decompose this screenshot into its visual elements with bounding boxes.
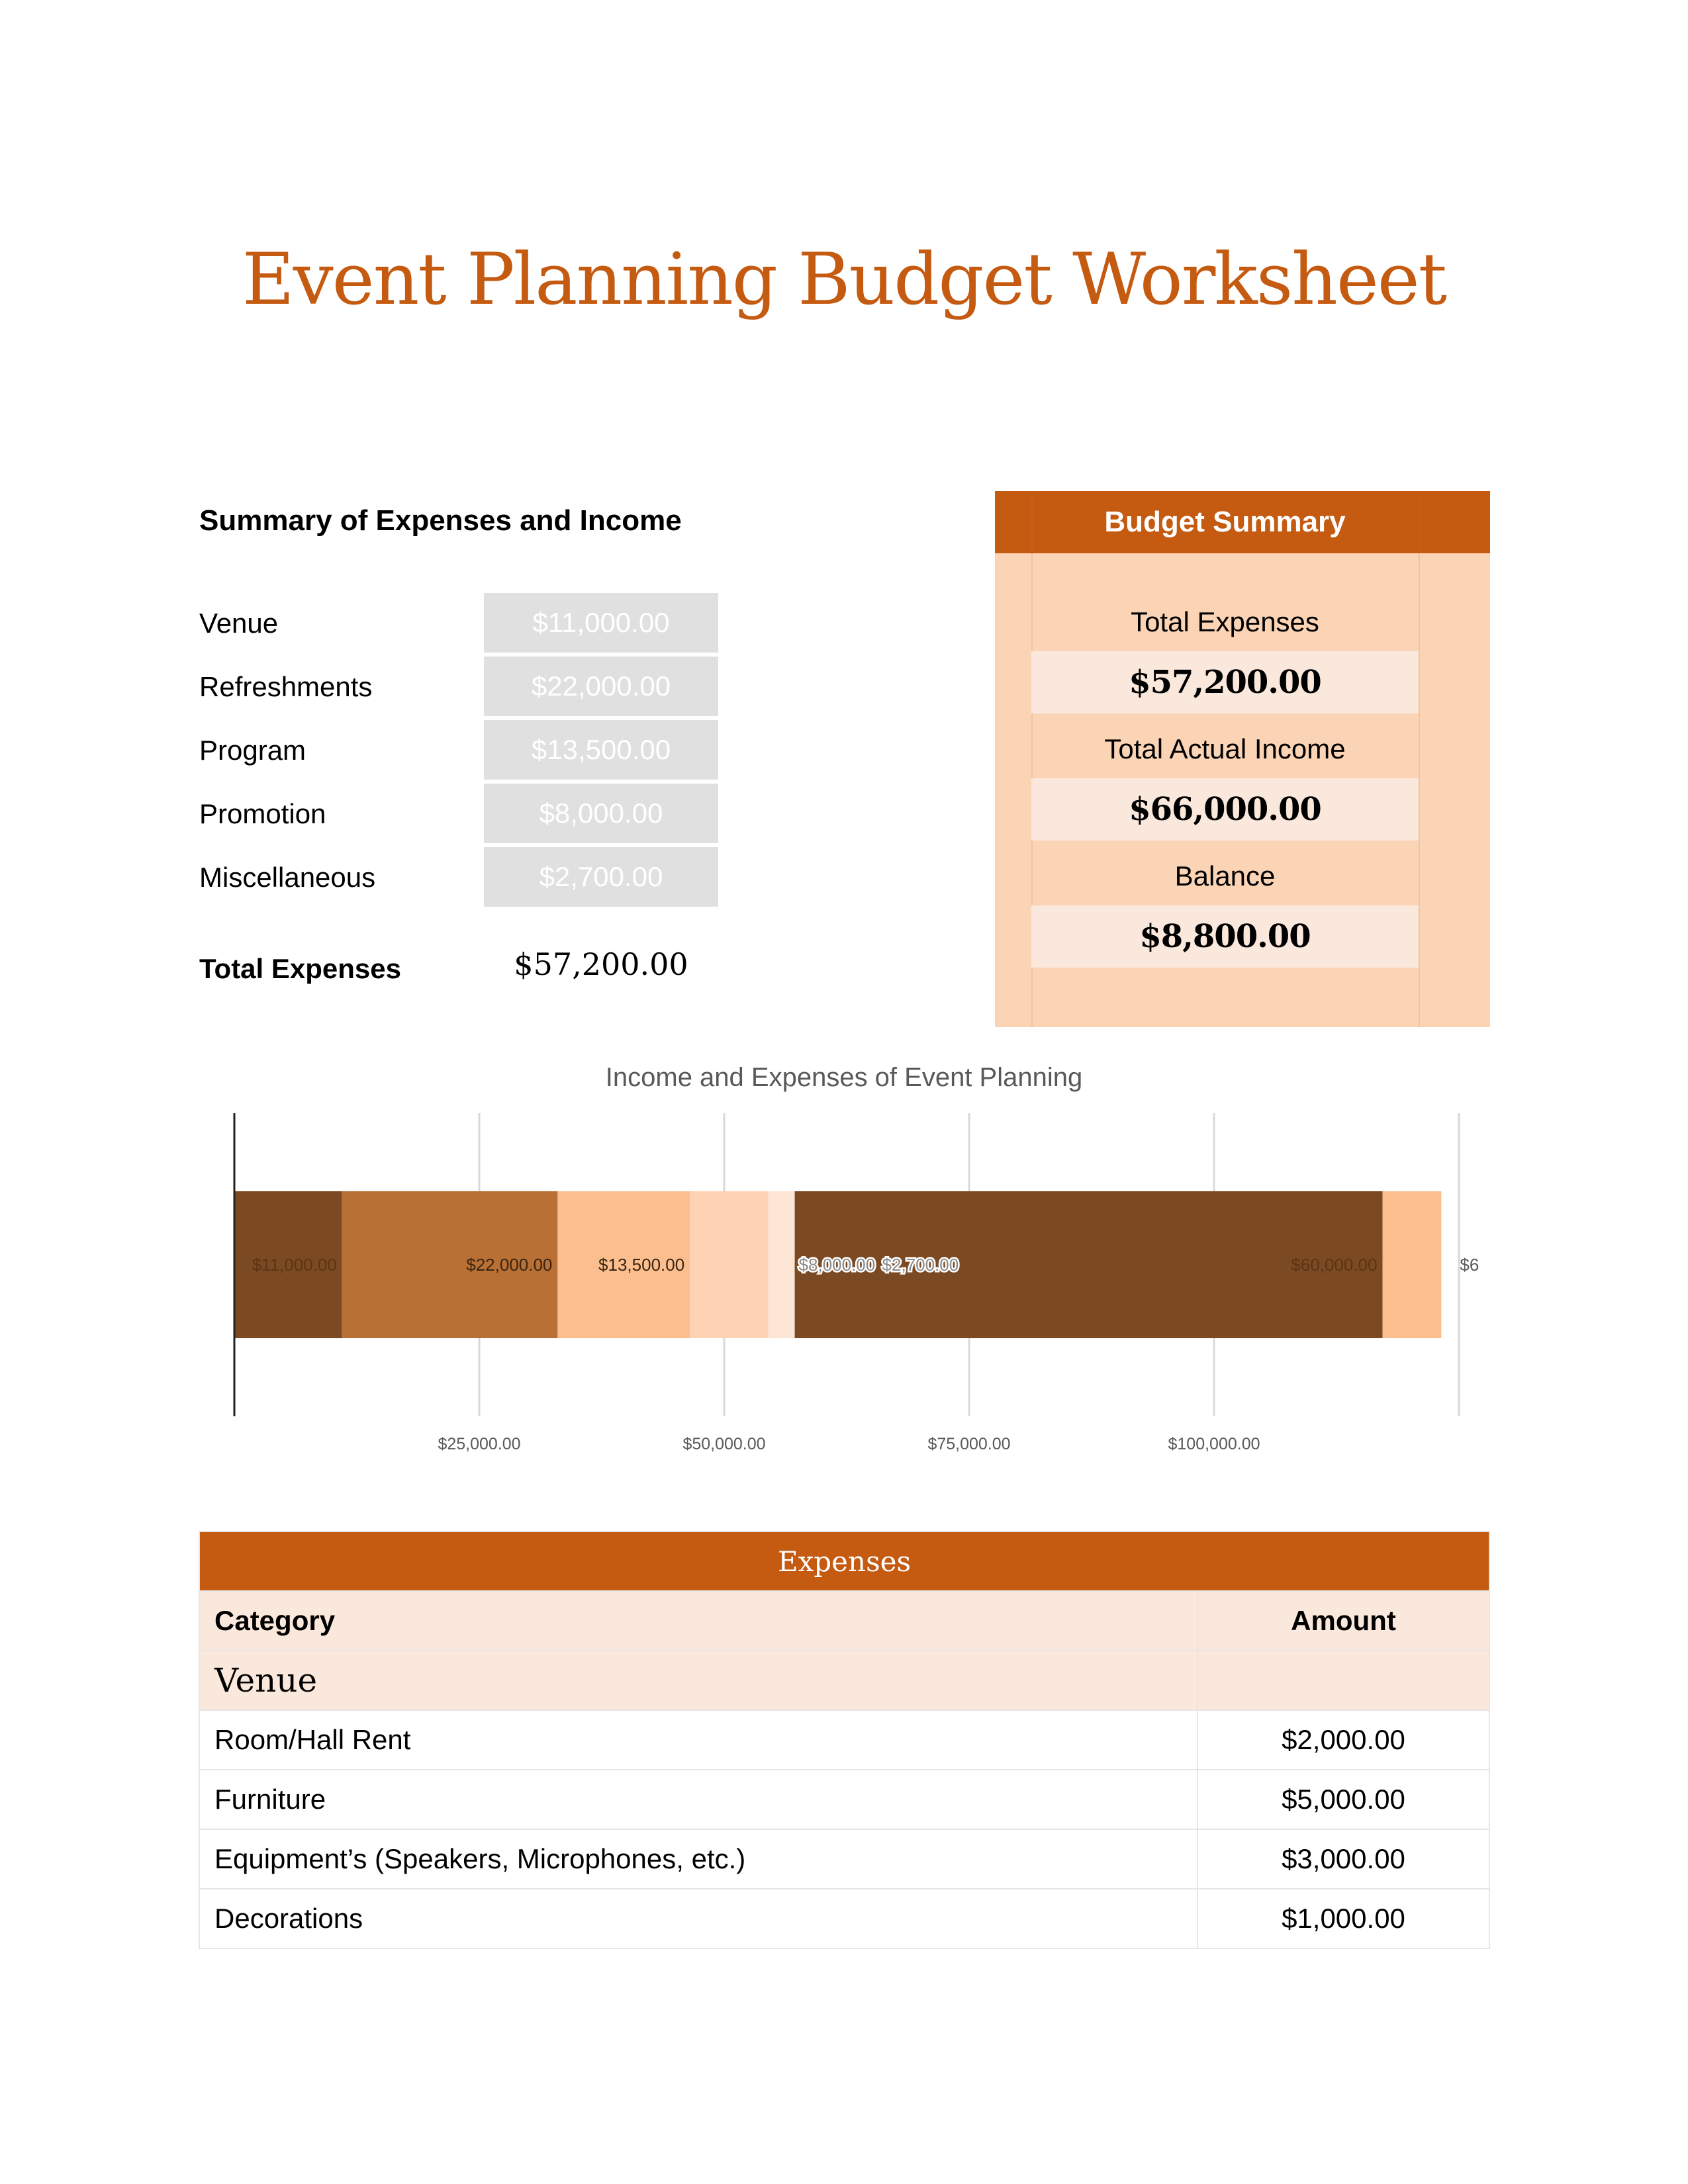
summary-label-venue: Venue xyxy=(199,608,279,639)
total-expenses-value[interactable]: $57,200.00 xyxy=(1031,651,1419,713)
item-amount[interactable]: $5,000.00 xyxy=(1197,1770,1489,1829)
summary-label-promotion: Promotion xyxy=(199,798,326,829)
summary-value-venue[interactable]: $11,000.00 xyxy=(484,593,718,653)
x-tick-label: $25,000.00 xyxy=(438,1435,521,1453)
item-amount[interactable]: $1,000.00 xyxy=(1197,1889,1489,1948)
expenses-table xyxy=(199,1531,1490,1949)
expenses-title: Expenses xyxy=(199,1531,1489,1591)
bar-segment xyxy=(690,1191,768,1338)
summary-value-promotion[interactable]: $8,000.00 xyxy=(484,784,718,843)
table-row xyxy=(199,1770,1489,1829)
category-name: Venue xyxy=(199,1651,1197,1710)
bar-segment xyxy=(1383,1191,1442,1338)
budget-summary-title: Budget Summary xyxy=(1104,506,1346,538)
category-amount-cell xyxy=(1197,1651,1489,1710)
item-amount[interactable]: $2,000.00 xyxy=(1197,1710,1489,1770)
page-title: Event Planning Budget Worksheet xyxy=(242,238,1446,321)
item-name[interactable]: Room/Hall Rent xyxy=(199,1710,1197,1770)
item-amount[interactable]: $3,000.00 xyxy=(1197,1829,1489,1889)
table-header-row xyxy=(199,1591,1489,1651)
data-label: $11,000.00 xyxy=(252,1255,337,1275)
total-income-value[interactable]: $66,000.00 xyxy=(1031,778,1419,841)
category-row xyxy=(199,1651,1489,1710)
total-income-label: Total Actual Income xyxy=(1104,733,1346,764)
data-label: $6 xyxy=(1460,1255,1479,1275)
budget-summary-panel xyxy=(995,491,1490,1027)
summary-label-refreshments: Refreshments xyxy=(199,671,373,702)
summary-label-miscellaneous: Miscellaneous xyxy=(199,862,376,893)
summary-total-label: Total Expenses xyxy=(199,953,401,984)
x-tick-label: $75,000.00 xyxy=(927,1435,1011,1453)
summary-label-program: Program xyxy=(199,735,306,766)
summary-heading: Summary of Expenses and Income xyxy=(199,504,682,537)
income-expenses-chart xyxy=(199,1099,1489,1469)
item-name[interactable]: Furniture xyxy=(199,1770,1197,1829)
data-label: $60,000.00 xyxy=(1291,1255,1378,1275)
chart-title: Income and Expenses of Event Planning xyxy=(605,1063,1083,1092)
x-tick-label: $100,000.00 xyxy=(1168,1435,1260,1453)
data-label: $22,000.00 xyxy=(466,1255,553,1275)
data-label: $8,000.00 xyxy=(798,1255,876,1275)
item-name[interactable]: Decorations xyxy=(199,1889,1197,1948)
column-header-amount: Amount xyxy=(1197,1591,1489,1651)
column-header-category: Category xyxy=(199,1591,1197,1651)
summary-value-miscellaneous[interactable]: $2,700.00 xyxy=(484,847,718,907)
summary-value-program[interactable]: $13,500.00 xyxy=(484,720,718,780)
table-row xyxy=(199,1710,1489,1770)
bar-segment xyxy=(769,1191,795,1338)
item-name[interactable]: Equipment’s (Speakers, Microphones, etc.) xyxy=(199,1829,1197,1889)
balance-label: Balance xyxy=(1174,860,1276,891)
table-row xyxy=(199,1889,1489,1948)
total-expenses-label: Total Expenses xyxy=(1131,606,1319,637)
data-label: $2,700.00 xyxy=(882,1255,959,1275)
panel-gridline xyxy=(1419,491,1420,1027)
summary-total-value: $57,200.00 xyxy=(514,946,688,982)
data-label: $13,500.00 xyxy=(598,1255,685,1275)
x-tick-label: $50,000.00 xyxy=(682,1435,766,1453)
table-row xyxy=(199,1829,1489,1889)
summary-value-refreshments[interactable]: $22,000.00 xyxy=(484,657,718,716)
balance-value[interactable]: $8,800.00 xyxy=(1031,905,1419,968)
